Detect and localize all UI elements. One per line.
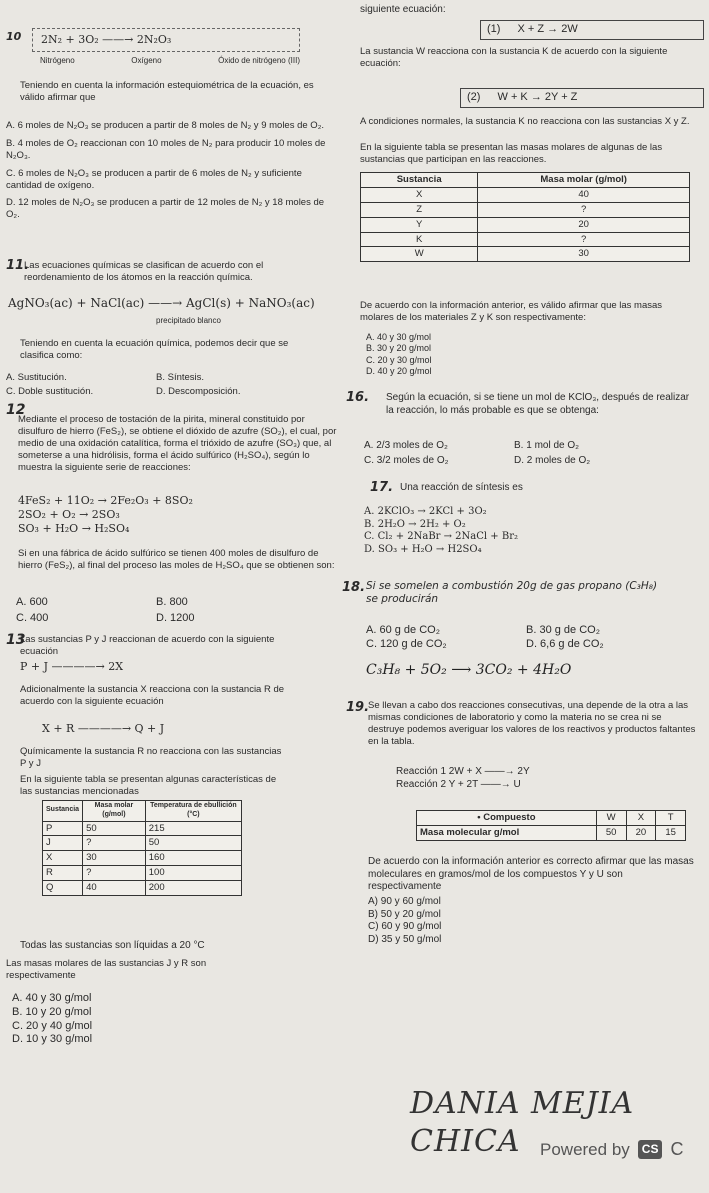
- label-oxygen: Oxígeno: [131, 56, 162, 65]
- question-stem: Las ecuaciones químicas se clasifican de acuerdo con el reordenamiento de los átomos en la reacción química.: [24, 260, 264, 283]
- question-stem-2: Teniendo en cuenta la ecuación química, podemos decir que se clasifica como:: [20, 338, 289, 361]
- equation-1-label: (1): [487, 23, 501, 35]
- option-a: A. 40 y 30 g/mol: [12, 992, 92, 1004]
- cell: 30: [478, 247, 690, 262]
- option-d: D. Descomposición.: [156, 385, 241, 397]
- question-stem: Una reacción de síntesis es: [400, 482, 523, 493]
- reactions: [396, 766, 530, 791]
- equation-2: X + R ————→ Q + J: [42, 722, 165, 735]
- molar-mass-table: [360, 172, 690, 262]
- table-row: [417, 825, 686, 840]
- reaction-1: 4FeS₂ + 11O₂ → 2Fe₂O₃ + 8SO₂: [18, 494, 193, 507]
- equation-1: X + Z → 2W: [517, 23, 578, 35]
- cell: P: [43, 821, 83, 836]
- header-molar-mass: Masa molar (g/mol): [83, 801, 146, 822]
- question-stem-3: Químicamente la sustancia R no reacciona con las sustancias P y J: [20, 746, 282, 769]
- header-boiling: Temperatura de ebullición (°C): [145, 801, 241, 822]
- cell: W: [361, 247, 478, 262]
- option-c: C. 3/2 moles de O₂: [364, 454, 449, 466]
- option-d: D. 2 moles de O₂: [514, 454, 591, 466]
- cell: Masa molecular g/mol: [417, 825, 597, 840]
- question-stem: Según la ecuación, si se tiene un mol de KClO₃, después de realizar la reacción, lo más probable es que se obtenga:: [386, 392, 690, 416]
- table-row: [361, 202, 690, 217]
- cell: ?: [478, 232, 690, 247]
- logo-c-icon: C: [670, 1139, 684, 1159]
- option-b: B. 4 moles de O₂ reaccionan con 10 moles de N₂ para producir 10 moles de N₂O₃.: [6, 137, 326, 161]
- question-number: 19.: [346, 700, 370, 715]
- cell: ?: [83, 836, 146, 851]
- option-a: A. 60 g de CO₂: [366, 624, 440, 636]
- question-stem-2: A condiciones normales, la sustancia K no reacciona con las sustancias X y Z.: [360, 116, 690, 127]
- cell: X: [626, 811, 656, 826]
- signature: DANIA MEJIA CHICA: [410, 1086, 635, 1159]
- option-d: D. 40 y 20 g/mol: [366, 365, 432, 376]
- cell: 50: [83, 821, 146, 836]
- question-number: 16.: [346, 390, 370, 405]
- cell: 20: [478, 217, 690, 232]
- options-list: [368, 896, 441, 946]
- question-number: 10: [6, 30, 22, 43]
- left-column: [6, 28, 346, 1116]
- cell: 30: [83, 851, 146, 866]
- table-row: [361, 232, 690, 247]
- handwritten-equation: C₃H₈ + 5O₂ ⟶ 3CO₂ + 4H₂O: [366, 662, 572, 678]
- reactions: [18, 494, 193, 535]
- option-a: A. 600: [16, 596, 48, 608]
- powered-by-text: Powered by: [540, 1139, 630, 1159]
- cell: 15: [656, 825, 686, 840]
- question-19: [346, 700, 705, 945]
- header-substance: Sustancia: [43, 801, 83, 822]
- question-number: 17.: [370, 480, 394, 495]
- option-b: B. Síntesis.: [156, 372, 205, 383]
- cell: 50: [145, 836, 241, 851]
- cell: 200: [145, 881, 241, 896]
- cell: 160: [145, 851, 241, 866]
- reaction-2: 2SO₂ + O₂ → 2SO₃: [18, 507, 120, 521]
- cell: 40: [478, 187, 690, 202]
- label-oxide: Óxido de nitrógeno (III): [218, 56, 300, 65]
- cell: Y: [361, 217, 478, 232]
- question-16: [346, 390, 705, 480]
- option-c: C. 6 moles de N₂O₃ se producen a partir de 6 moles de N₂ y suficiente cantidad de oxígeno.: [6, 167, 302, 191]
- options-list: [6, 372, 306, 398]
- option-b: B) 50 y 20 g/mol: [368, 908, 441, 920]
- cell: Z: [361, 202, 478, 217]
- question-stem-2: Si en una fábrica de ácido sulfúrico se tienen 400 moles de disulfuro de hierro (FeS₂), al final del proceso las moles de H₂SO₄ que se obtienen son:: [18, 548, 335, 571]
- question-stem: Teniendo en cuenta la información estequiométrica de la ecuación, es válido afirmar que: [20, 80, 314, 103]
- options-list: [366, 624, 686, 652]
- compound-table: [416, 810, 686, 841]
- cell: ?: [83, 866, 146, 881]
- question-stem-4: De acuerdo con la información anterior, es válido afirmar que las masas molares de los materiales Z y K son respectivamente:: [360, 300, 663, 323]
- option-c: C. 20 y 40 g/mol: [12, 1019, 93, 1032]
- cell: 50: [596, 825, 626, 840]
- question-number: 18.: [342, 580, 366, 595]
- question-stem-3: En la siguiente tabla se presentan las masas molares de algunas de las sustancias que participan en las reacciones.: [360, 142, 663, 165]
- question-number: 13: [6, 632, 26, 648]
- cell: R: [43, 866, 83, 881]
- table-row: [361, 217, 690, 232]
- precipitate-label: precipitado blanco: [156, 316, 221, 325]
- table-row: [43, 836, 242, 851]
- option-b: B. 800: [156, 596, 188, 608]
- options-list: [12, 992, 212, 1047]
- option-c: C. 120 g de CO₂: [366, 637, 447, 650]
- table-row: [361, 247, 690, 262]
- cell: 215: [145, 821, 241, 836]
- options-list: [366, 332, 432, 377]
- question-13: [6, 632, 346, 1116]
- question-10: [6, 28, 346, 258]
- question-17: [360, 480, 705, 580]
- option-b: B. 10 y 20 g/mol: [12, 1005, 92, 1018]
- reaction-3: SO₃ + H₂O → H₂SO₄: [18, 521, 130, 535]
- question-stem-4: En la siguiente tabla se presentan algunas características de las sustancias mencionadas: [20, 774, 277, 797]
- equation: AgNO₃(ac) + NaCl(ac) ——→ AgCl(s) + NaNO₃(ac): [8, 296, 315, 310]
- cell: ?: [478, 202, 690, 217]
- cs-logo-icon: CS: [638, 1140, 663, 1159]
- cell: 100: [145, 866, 241, 881]
- question-12: [6, 402, 346, 646]
- option-d: D. 6,6 g de CO₂: [526, 637, 604, 650]
- substances-table: [42, 800, 242, 896]
- question-stem: La sustancia W reacciona con la sustancia K de acuerdo con la siguiente ecuación:: [360, 46, 668, 69]
- cell: 20: [626, 825, 656, 840]
- equation-2-label: (2): [467, 91, 481, 103]
- option-a: A. 2/3 moles de O₂: [364, 440, 448, 451]
- option-d: D. 1200: [156, 611, 195, 624]
- option-b: B. 30 g de CO₂: [526, 624, 600, 636]
- table-row: [43, 851, 242, 866]
- cell: T: [656, 811, 686, 826]
- cell: J: [43, 836, 83, 851]
- cell: X: [361, 187, 478, 202]
- question-11: [6, 258, 346, 408]
- option-a: A. 2KClO₃ → 2KCl + 3O₂: [364, 506, 487, 517]
- reaction-1: Reacción 1 2W + X ——→ 2Y: [396, 766, 530, 777]
- question-number: 11.: [6, 258, 30, 273]
- table-row: [43, 881, 242, 896]
- option-a: A. Sustitución.: [6, 372, 67, 383]
- option-d: D. 10 y 30 g/mol: [12, 1033, 93, 1046]
- right-column: [342, 20, 705, 945]
- option-b: B. 1 mol de O₂: [514, 440, 580, 451]
- question-number: 12: [6, 402, 26, 418]
- option-c: C. Cl₂ + 2NaBr → 2NaCl + Br₂: [364, 531, 518, 542]
- option-d: D. 12 moles de N₂O₃ se producen a partir de 12 moles de N₂ y 18 moles de O₂.: [6, 197, 325, 221]
- reaction-2: Reacción 2 Y + 2T ——→ U: [396, 778, 521, 790]
- option-b: B. 2H₂O → 2H₂ + O₂: [364, 518, 466, 530]
- table-row: [361, 187, 690, 202]
- option-b: B. 30 y 20 g/mol: [366, 343, 432, 354]
- header-text: siguiente ecuación:: [360, 4, 446, 15]
- header-molar-mass: Masa molar (g/mol): [478, 173, 690, 188]
- equation-1: P + J ————→ 2X: [20, 660, 124, 673]
- options-list: [16, 596, 296, 626]
- equation-2-box: [460, 88, 704, 108]
- footer: [540, 1138, 683, 1161]
- cell: 40: [83, 881, 146, 896]
- options-list: [364, 440, 664, 467]
- cell: W: [596, 811, 626, 826]
- table-row: [43, 866, 242, 881]
- cell: Q: [43, 881, 83, 896]
- note: Todas las sustancias son líquidas a 20 °C: [20, 940, 205, 951]
- question-14: [360, 20, 705, 390]
- table-row: [43, 821, 242, 836]
- equation-1-box: [480, 20, 704, 40]
- question-stem-2: Adicionalmente la sustancia X reacciona con la sustancia R de acuerdo con la siguiente ecuación: [20, 684, 285, 707]
- option-a: A) 90 y 60 g/mol: [368, 896, 441, 907]
- equation-box: 2N₂ + 3O₂ ——→ 2N₂O₃: [32, 28, 300, 52]
- cell: K: [361, 232, 478, 247]
- equation-2: W + K → 2Y + Z: [497, 91, 578, 103]
- question-stem: Se llevan a cabo dos reacciones consecutivas, una depende de la otra a las mismas condiciones de laboratorio y como la materia no se crea ni se destruye podemos averiguar los valores de los reactivos y productos faltantes en la tabla.: [368, 700, 696, 747]
- option-a: A. 40 y 30 g/mol: [366, 332, 432, 342]
- option-a: A. 6 moles de N₂O₃ se producen a partir de 8 moles de N₂ y 9 moles de O₂.: [6, 120, 325, 131]
- options-list: [6, 120, 326, 221]
- option-c: C. 400: [16, 611, 49, 624]
- question-stem-5: Las masas molares de las sustancias J y R son respectivamente: [6, 958, 207, 981]
- equation-labels: [40, 56, 300, 66]
- header-substance: Sustancia: [361, 173, 478, 188]
- option-c: C) 60 y 90 g/mol: [368, 921, 442, 932]
- option-c: C. Doble sustitución.: [6, 385, 94, 397]
- question-stem: Mediante el proceso de tostación de la pirita, mineral constituido por disulfuro de hierro (FeS₂), se obtiene el dióxido de azufre (SO₂), el cual, por medio de una oxidación catalítica, forma el trióxido de azufre (SO₃) que, al someterse a una hidrólisis, forma el ácido sulfúrico (H₂SO₄), según lo muestra la siguiente serie de reacciones:: [18, 414, 337, 473]
- question-stem: Si se somelen a combustión 20g de gas propano (C₃H₈) se producirán: [366, 580, 658, 606]
- option-d: D. SO₃ + H₂O → H2SO₄: [364, 543, 482, 555]
- label-nitrogen: Nitrógeno: [40, 56, 75, 65]
- option-c: C. 20 y 30 g/mol: [366, 354, 432, 365]
- question-stem: Las sustancias P y J reaccionan de acuerdo con la siguiente ecuación: [20, 634, 275, 657]
- cell: X: [43, 851, 83, 866]
- option-d: D) 35 y 50 g/mol: [368, 933, 442, 945]
- question-18: [342, 580, 705, 700]
- cell: • Compuesto: [417, 811, 597, 826]
- options-list: [364, 506, 518, 556]
- table-row: [417, 811, 686, 826]
- question-stem-2: De acuerdo con la información anterior es correcto afirmar que las masas moleculares en gramos/mol de los compuestos Y y U son respectivamente: [368, 856, 694, 892]
